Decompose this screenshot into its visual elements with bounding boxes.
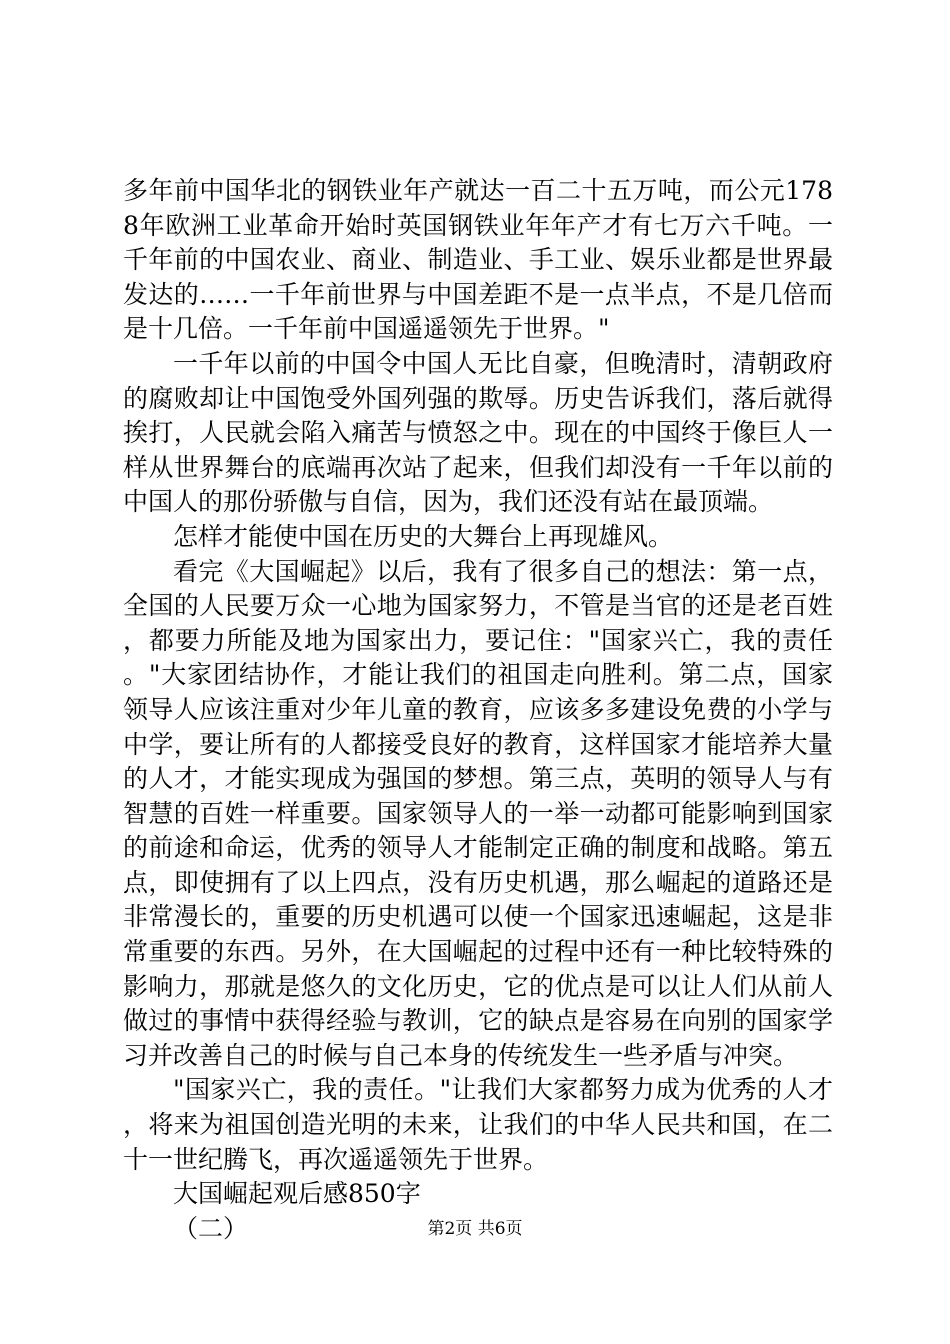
paragraph-2: 一千年以前的中国令中国人无比自豪，但晚清时，清朝政府的腐败却让中国饱受外国列强的欺辱。历史告诉我们，落后就得挨打，人民就会陷入痛苦与愤怒之中。现在的中国终于像巨人一样从世界舞台的底端再次站了起来，但我们却没有一千年以前的中国人的那份骄傲与自信，因为，我们还没有站在最顶端。 xyxy=(123,348,833,517)
document-body xyxy=(123,174,833,1246)
paragraph-5: "国家兴亡，我的责任。"让我们大家都努力成为优秀的人才，将来为祖国创造光明的未来，让我们的中华人民共和国，在二十一世纪腾飞，再次遥遥领先于世界。 xyxy=(123,1075,833,1174)
paragraph-7-section-number: （二） xyxy=(173,1213,249,1243)
paragraph-3: 怎样才能使中国在历史的大舞台上再现雄风。 xyxy=(173,521,674,551)
paragraph-1: 多年前中国华北的钢铁业年产就达一百二十五万吨，而公元1788年欧洲工业革命开始时英国钢铁业年年产才有七万六千吨。一千年前的中国农业、商业、制造业、手工业、娱乐业都是世界最发达的……一千年前世界与中国差距不是一点半点，不是几倍而是十几倍。一千年前中国遥遥领先于世界。" xyxy=(123,176,833,344)
paragraph-6-heading: 大国崛起观后感850字 xyxy=(173,1179,421,1209)
page-footer: 第2页 共6页 xyxy=(427,1219,523,1239)
paragraph-4: 看完《大国崛起》以后，我有了很多自己的想法：第一点，全国的人民要万众一心地为国家努力，不管是当官的还是老百姓，都要力所能及地为国家出力，要记住："国家兴亡，我的责任。"大家团结协作，才能让我们的祖国走向胜利。第二点，国家领导人应该注重对少年儿童的教育，应该多多建设免费的小学与中学，要让所有的人都接受良好的教育，这样国家才能培养大量的人才，才能实现成为强国的梦想。第三点，英明的领导人与有智慧的百姓一样重要。国家领导人的一举一动都可能影响到国家的前途和命运，优秀的领导人才能制定正确的制度和战略。第五点，即使拥有了以上四点，没有历史机遇，那么崛起的道路还是非常漫长的，重要的历史机遇可以使一个国家迅速崛起，这是非常重要的东西。另外，在大国崛起的过程中还有一种比较特殊的影响力，那就是悠久的文化历史，它的优点是可以让人们从前人做过的事情中获得经验与教训，它的缺点是容易在向别的国家学习并改善自己的时候与自己本身的传统发生一些矛盾与冲突。 xyxy=(123,556,833,1070)
